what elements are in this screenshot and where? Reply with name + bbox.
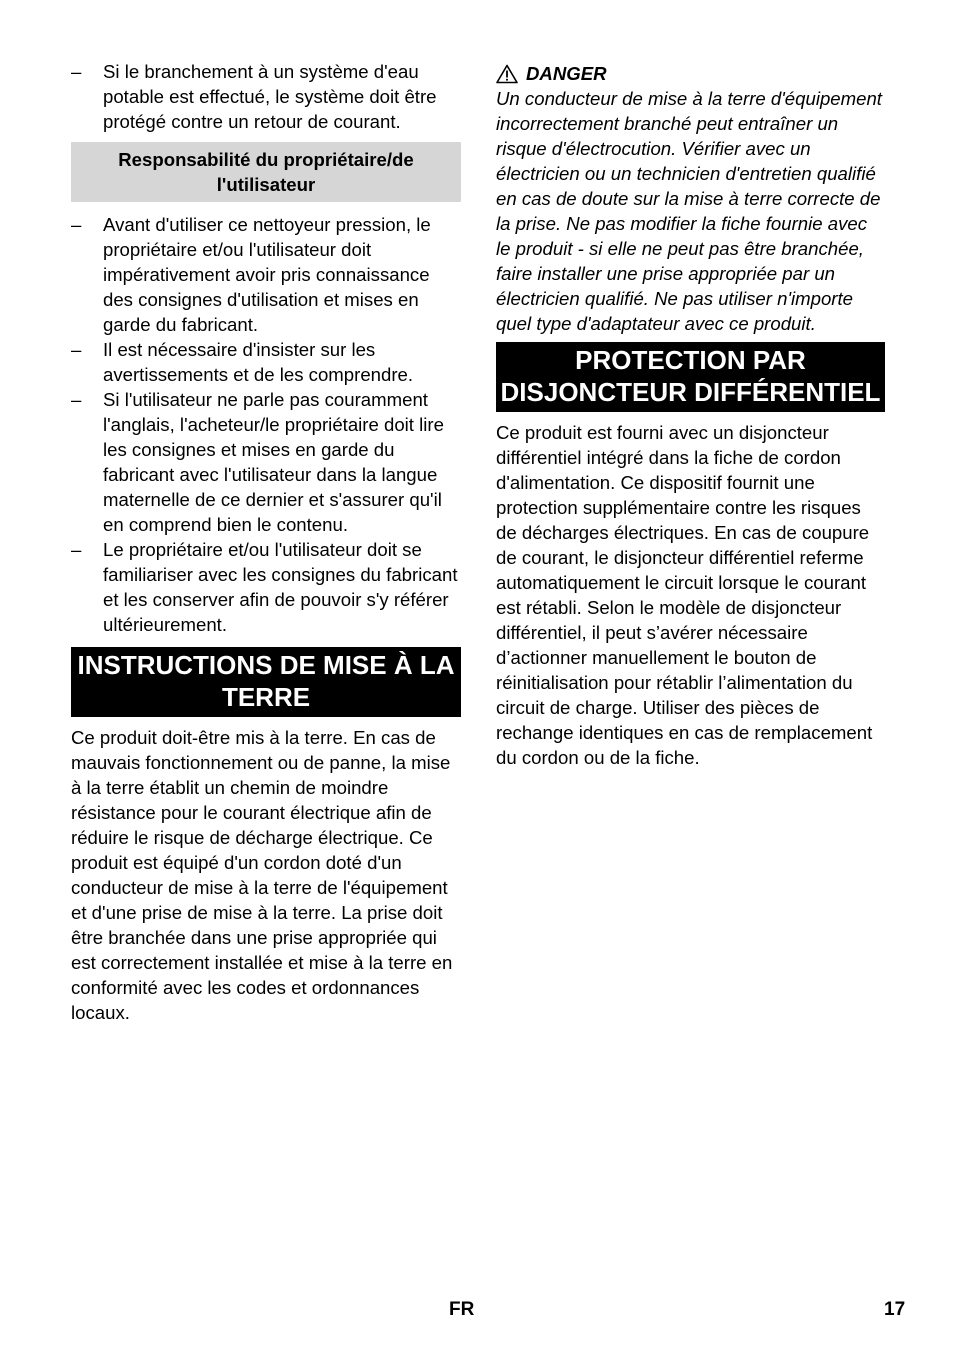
danger-title xyxy=(496,61,885,86)
list-dash: – xyxy=(71,539,82,560)
list-item-text: Si le branchement à un système d'eau potable est effectué, le système doit être protégé contre un retour de courant. xyxy=(103,61,437,132)
list-item-text: Le propriétaire et/ou l'utilisateur doit se familiariser avec les consignes du fabricant et les conserver afin de pouvoir s'y référer ultérieurement. xyxy=(103,539,458,635)
rcd-heading: PROTECTION PAR DISJONCTEUR DIFFÉRENTIEL xyxy=(496,342,885,412)
grounding-paragraph: Ce produit doit-être mis à la terre. En cas de mauvais fonctionnement ou de panne, la mise à la terre établit un chemin de moindre résistance pour le courant électrique afin de réduire le risque de décharge électrique. Ce produit est équipé d'un cordon doté d'un conducteur de mise à la terre de l'équipement et d'une prise de mise à la terre. La prise doit être branchée dans une prise appropriée qui est correctement installée et mise à la terre en conformité avec les codes et ordonnances locaux. xyxy=(71,727,453,1023)
list-dash: – xyxy=(71,339,82,360)
responsibility-list xyxy=(71,212,461,637)
footer-language: FR xyxy=(449,1299,475,1320)
left-column xyxy=(71,59,461,1025)
right-column xyxy=(496,61,885,770)
list-item xyxy=(71,212,461,337)
list-dash: – xyxy=(71,214,82,235)
responsibility-subheading: Responsabilité du propriétaire/de l'utilisateur xyxy=(71,142,461,202)
list-item-text: Il est nécessaire d'insister sur les avertissements et de les comprendre. xyxy=(103,339,414,385)
rcd-paragraph: Ce produit est fourni avec un disjoncteur différentiel intégré dans la fiche de cordon d'alimentation. Ce dispositif fournit une protection supplémentaire contre les risques de décharges électriques. En cas de coupure de courant, le disjoncteur différentiel referme automatiquement le circuit lorsque le courant est rétabli. Selon le modèle de disjoncteur différentiel, il peut s’avérer nécessaire d’actionner manuellement le bouton de réinitialisation pour rétablir l’alimentation du circuit de charge. Utiliser des pièces de rechange identiques en cas de remplacement du cordon ou de la fiche. xyxy=(496,422,873,768)
list-item-text: Avant d'utiliser ce nettoyeur pression, le propriétaire et/ou l'utilisateur doit impérativement avoir pris connaissance des consignes d'utilisation et mises en garde du fabricant. xyxy=(103,214,431,335)
list-item xyxy=(71,387,461,537)
page-number: 17 xyxy=(884,1299,906,1320)
danger-text: Un conducteur de mise à la terre d'équipement incorrectement branché peut entraîner un risque d'électrocution. Vérifier avec un électricien ou un technicien d'entretien qualifié en cas de doute sur la mise à terre correcte de la prise. Ne pas modifier la fiche fournie avec le produit - si elle ne peut pas être branchée, faire installer une prise appropriée par un électricien qualifié. Ne pas utiliser n'importe quel type d'adaptateur avec ce produit. xyxy=(496,88,882,334)
danger-label: DANGER xyxy=(526,63,607,84)
grounding-heading: INSTRUCTIONS DE MISE À LA TERRE xyxy=(71,647,461,717)
list-item-text: Si l'utilisateur ne parle pas couramment l'anglais, l'acheteur/le propriétaire doit lire les consignes et mises en garde du fabricant avec l'utilisateur dans la langue maternelle de ce dernier et s'assurer qu'il en comprend bien le contenu. xyxy=(103,389,444,535)
list-item xyxy=(71,59,461,134)
list-dash: – xyxy=(71,61,82,82)
intro-list xyxy=(71,59,461,134)
list-item xyxy=(71,537,461,637)
list-item xyxy=(71,337,461,387)
list-dash: – xyxy=(71,389,82,410)
warning-triangle-icon xyxy=(496,64,518,84)
